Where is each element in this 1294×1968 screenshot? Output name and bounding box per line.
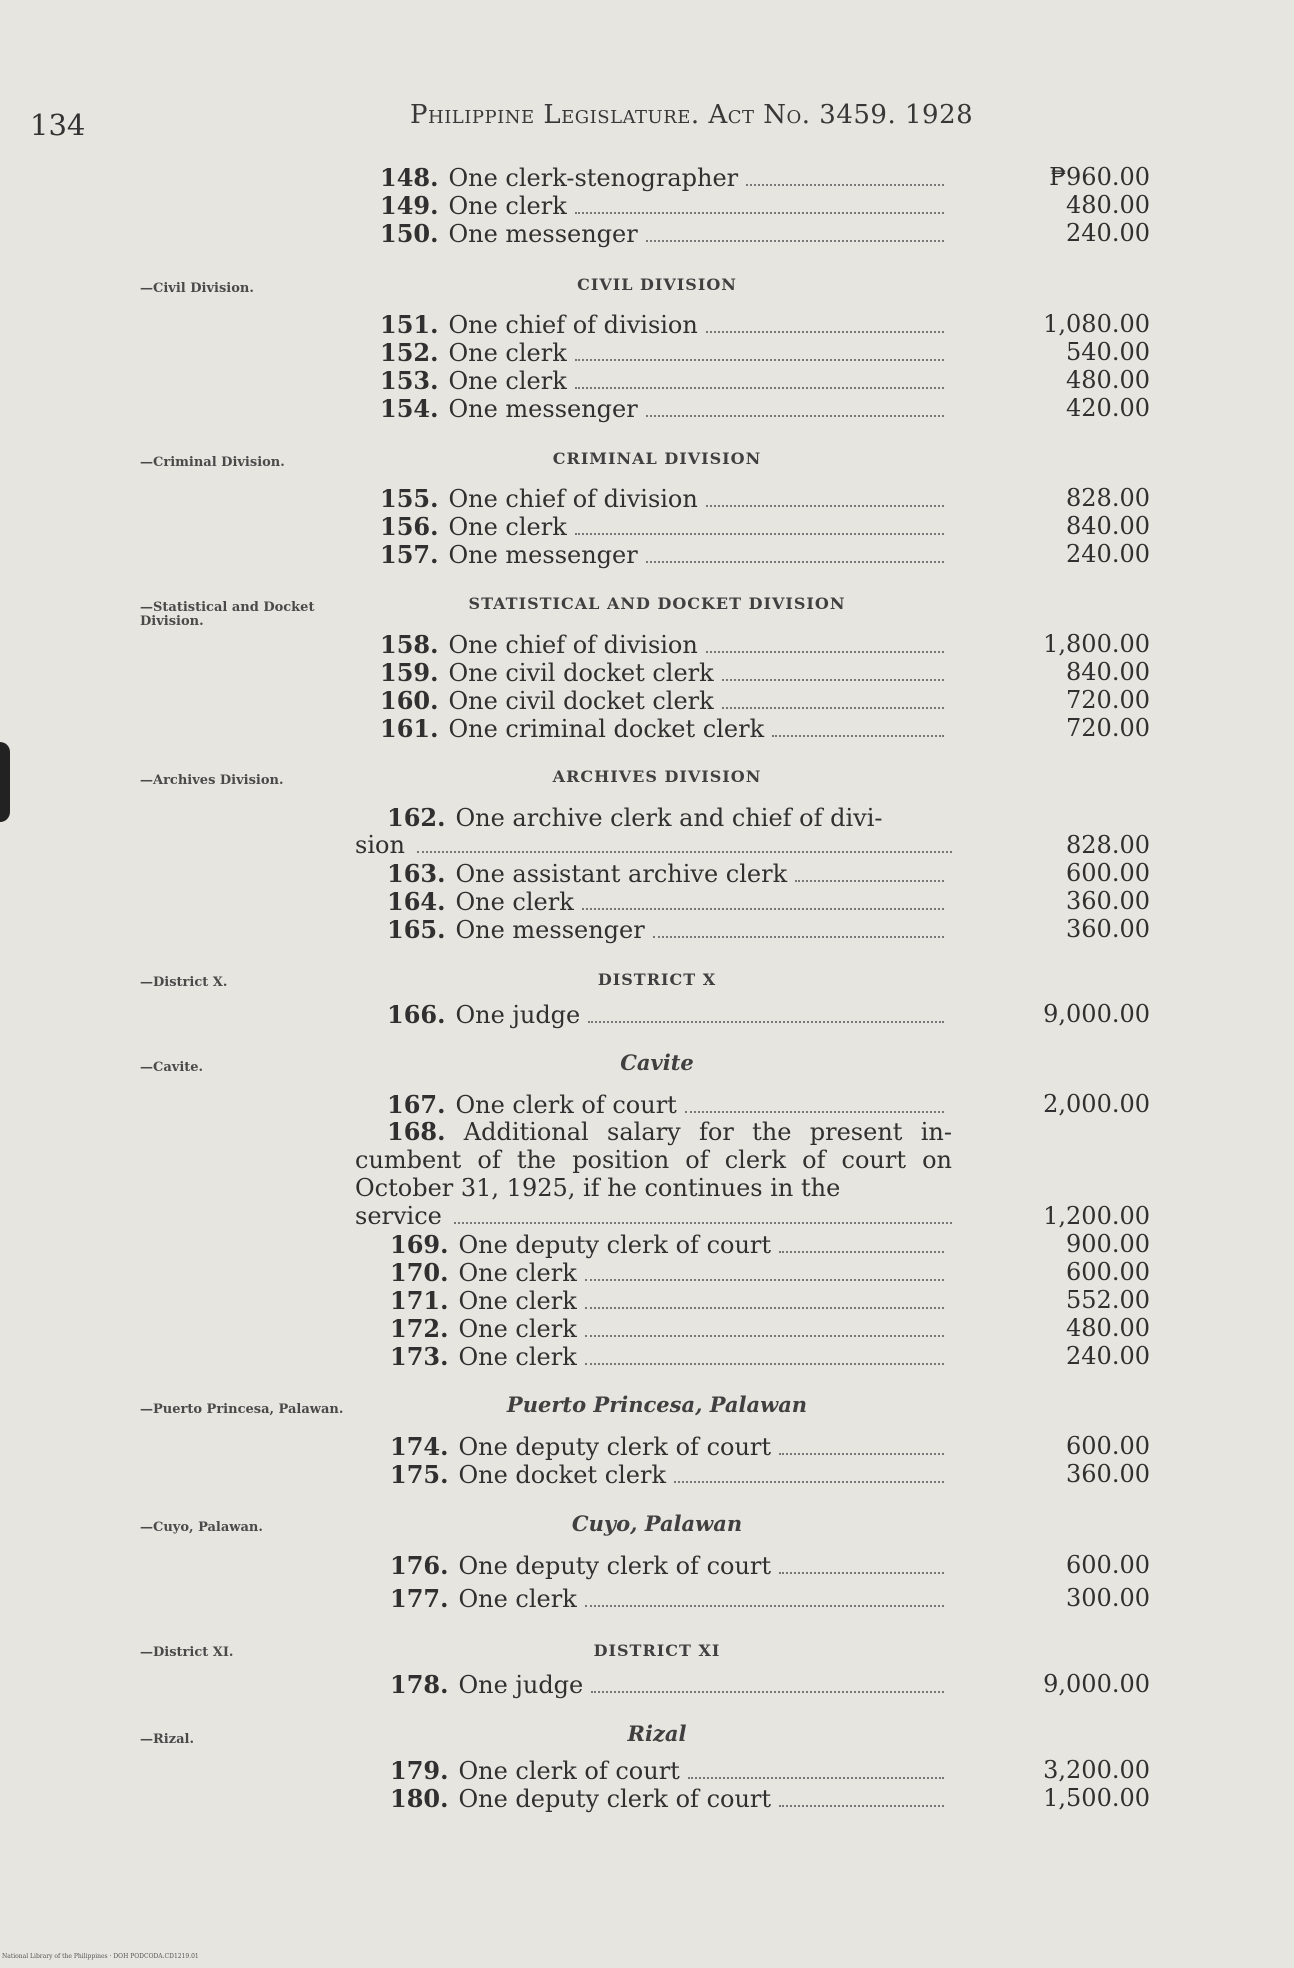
amount: 552.00 <box>1066 1286 1150 1314</box>
amount: 480.00 <box>1066 1314 1150 1342</box>
amount: 828.00 <box>1066 831 1150 859</box>
scan-source-footer: National Library of the Philippines · DOH PODCODA.CD1219.01 <box>2 1953 199 1960</box>
line-item: 150. One messenger <box>380 219 952 247</box>
dot-leader <box>722 707 944 709</box>
margin-note: —Statistical and Docket Division. <box>140 600 315 629</box>
amount: 300.00 <box>1066 1584 1150 1612</box>
dot-leader <box>779 1453 944 1455</box>
amount: 720.00 <box>1066 686 1150 714</box>
dot-leader <box>772 735 944 737</box>
line-item: 166. One judge <box>387 1000 952 1028</box>
line-item: 149. One clerk <box>380 191 952 219</box>
section-heading: Cuyo, Palawan <box>571 1511 743 1536</box>
dot-leader <box>722 679 944 681</box>
amount: ₱960.00 <box>1049 163 1150 191</box>
line-item: 162. One archive clerk and chief of divi- <box>387 803 883 832</box>
amount: 540.00 <box>1066 338 1150 366</box>
amount: 900.00 <box>1066 1230 1150 1258</box>
line-item: 156. One clerk <box>380 512 952 540</box>
amount: 480.00 <box>1066 191 1150 219</box>
dot-leader <box>585 1307 944 1309</box>
amount: 360.00 <box>1066 915 1150 943</box>
line-item: 174. One deputy clerk of court <box>390 1432 952 1460</box>
section-heading: ARCHIVES DIVISION <box>552 767 762 786</box>
dot-leader <box>646 415 944 417</box>
page-edge-mark <box>0 742 10 822</box>
amount: 1,080.00 <box>1043 310 1150 338</box>
line-item: 154. One messenger <box>380 394 952 422</box>
section-heading: CRIMINAL DIVISION <box>552 449 762 468</box>
section-heading: Cavite <box>620 1050 694 1075</box>
dot-leader <box>779 1251 944 1253</box>
dot-leader <box>653 936 944 938</box>
line-item: 178. One judge <box>390 1670 952 1698</box>
dot-leader <box>575 533 944 535</box>
line-item: 170. One clerk <box>390 1258 952 1286</box>
amount: 240.00 <box>1066 1342 1150 1370</box>
dot-leader <box>454 1222 952 1224</box>
amount: 3,200.00 <box>1043 1756 1150 1784</box>
amount: 9,000.00 <box>1043 1670 1150 1698</box>
paragraph-item: 168. Additional salary for the present in-cumbent of the position of clerk of court on October 31, 1925, if he continues in the <box>355 1117 952 1202</box>
line-item: 169. One deputy clerk of court <box>390 1230 952 1258</box>
page-number: 134 <box>30 108 86 142</box>
dot-leader <box>674 1481 944 1483</box>
amount: 600.00 <box>1066 1432 1150 1460</box>
amount: 360.00 <box>1066 1460 1150 1488</box>
dot-leader <box>588 1021 944 1023</box>
section-heading: CIVIL DIVISION <box>577 275 737 294</box>
dot-leader <box>706 505 944 507</box>
dot-leader <box>585 1605 944 1607</box>
line-item: 155. One chief of division <box>380 484 952 512</box>
dot-leader <box>795 880 944 882</box>
dot-leader <box>706 651 944 653</box>
line-item: 152. One clerk <box>380 338 952 366</box>
amount: 600.00 <box>1066 859 1150 887</box>
margin-note: —Cuyo, Palawan. <box>140 1520 263 1535</box>
line-item: 163. One assistant archive clerk <box>387 859 952 887</box>
amount: 828.00 <box>1066 484 1150 512</box>
line-item: 148. One clerk-stenographer <box>380 163 952 191</box>
line-item: 167. One clerk of court <box>387 1090 952 1118</box>
dot-leader <box>582 908 944 910</box>
dot-leader <box>779 1572 944 1574</box>
dot-leader <box>575 387 944 389</box>
dot-leader <box>646 240 944 242</box>
margin-note: —Archives Division. <box>140 773 284 788</box>
margin-note: —Cavite. <box>140 1060 204 1075</box>
line-item-continuation: service <box>355 1202 952 1230</box>
margin-note: —Civil Division. <box>140 281 254 296</box>
line-item: 164. One clerk <box>387 887 952 915</box>
line-item: 165. One messenger <box>387 915 952 943</box>
line-item-continuation: sion <box>355 831 952 859</box>
line-item: 179. One clerk of court <box>390 1756 952 1784</box>
line-item: 176. One deputy clerk of court <box>390 1551 952 1579</box>
dot-leader <box>417 851 952 853</box>
margin-note: —District X. <box>140 975 228 990</box>
line-item: 158. One chief of division <box>380 630 952 658</box>
line-item: 173. One clerk <box>390 1342 952 1370</box>
section-heading: DISTRICT XI <box>593 1641 721 1660</box>
amount: 840.00 <box>1066 658 1150 686</box>
dot-leader <box>575 359 944 361</box>
dot-leader <box>779 1805 944 1807</box>
amount: 240.00 <box>1066 540 1150 568</box>
line-item: 177. One clerk <box>390 1584 952 1612</box>
amount: 840.00 <box>1066 512 1150 540</box>
dot-leader <box>585 1335 944 1337</box>
line-item: 171. One clerk <box>390 1286 952 1314</box>
amount: 240.00 <box>1066 219 1150 247</box>
amount: 2,000.00 <box>1043 1090 1150 1118</box>
margin-note: —Puerto Princesa, Palawan. <box>140 1402 344 1417</box>
amount: 1,800.00 <box>1043 630 1150 658</box>
dot-leader <box>746 184 944 186</box>
amount: 1,200.00 <box>1043 1202 1150 1230</box>
amount: 600.00 <box>1066 1258 1150 1286</box>
line-item: 172. One clerk <box>390 1314 952 1342</box>
dot-leader <box>688 1777 944 1779</box>
running-head: Philippine Legislature. Act No. 3459. 1928 <box>410 100 974 130</box>
line-item: 160. One civil docket clerk <box>380 686 952 714</box>
margin-note: —Criminal Division. <box>140 455 285 470</box>
line-item: 153. One clerk <box>380 366 952 394</box>
margin-note: —Rizal. <box>140 1732 195 1747</box>
dot-leader <box>646 561 944 563</box>
margin-note: —District XI. <box>140 1645 234 1660</box>
amount: 9,000.00 <box>1043 1000 1150 1028</box>
dot-leader <box>585 1363 944 1365</box>
amount: 600.00 <box>1066 1551 1150 1579</box>
dot-leader <box>685 1111 944 1113</box>
dot-leader <box>591 1691 944 1693</box>
line-item: 161. One criminal docket clerk <box>380 714 952 742</box>
amount: 360.00 <box>1066 887 1150 915</box>
section-heading: STATISTICAL AND DOCKET DIVISION <box>468 594 846 613</box>
amount: 420.00 <box>1066 394 1150 422</box>
line-item: 159. One civil docket clerk <box>380 658 952 686</box>
line-item: 180. One deputy clerk of court <box>390 1784 952 1812</box>
amount: 480.00 <box>1066 366 1150 394</box>
line-item: 151. One chief of division <box>380 310 952 338</box>
line-item: 175. One docket clerk <box>390 1460 952 1488</box>
section-heading: Rizal <box>627 1721 687 1746</box>
dot-leader <box>585 1279 944 1281</box>
line-item: 157. One messenger <box>380 540 952 568</box>
amount: 1,500.00 <box>1043 1784 1150 1812</box>
dot-leader <box>575 212 944 214</box>
amount: 720.00 <box>1066 714 1150 742</box>
section-heading: DISTRICT X <box>597 970 717 989</box>
dot-leader <box>706 331 944 333</box>
section-heading: Puerto Princesa, Palawan <box>506 1392 808 1417</box>
